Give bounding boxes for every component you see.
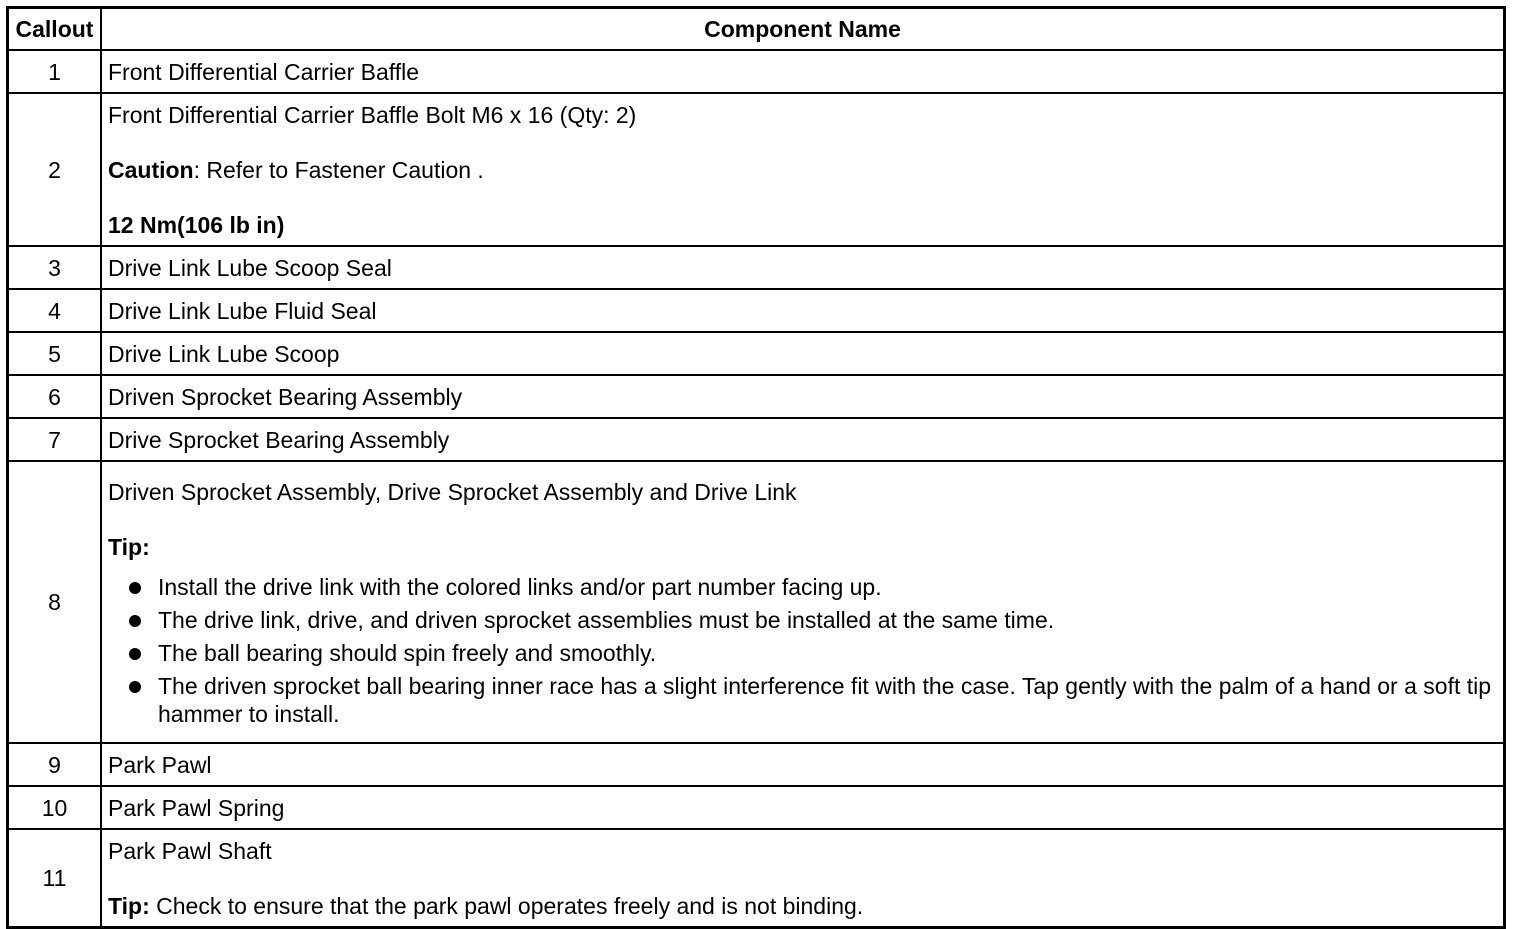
tip-text: Install the drive link with the colored links and/or part number facing up.: [158, 573, 882, 600]
component-name: Drive Sprocket Bearing Assembly: [101, 418, 1505, 461]
component-name: Drive Link Lube Fluid Seal: [101, 289, 1505, 332]
caution-text: : Refer to Fastener Caution .: [193, 157, 484, 183]
callout-number: 8: [8, 461, 102, 743]
tip-list: [108, 573, 1497, 728]
component-name: Drive Link Lube Scoop Seal: [101, 246, 1505, 289]
tip-label: Tip:: [108, 893, 150, 919]
tip-text: Check to ensure that the park pawl operates freely and is not binding.: [149, 893, 864, 919]
callout-number: 5: [8, 332, 102, 375]
tip-item: [126, 606, 1497, 634]
component-name: Front Differential Carrier Baffle Bolt M6 x 16 (Qty: 2): [108, 102, 637, 128]
component-cell: [101, 93, 1505, 246]
callout-number: 2: [8, 93, 102, 246]
tip-label: Tip:: [108, 533, 150, 560]
bullet-icon: [129, 681, 141, 693]
tip-text: The drive link, drive, and driven sprocket assemblies must be installed at the same time.: [158, 606, 1055, 633]
bullet-icon: [129, 582, 141, 594]
component-name: Park Pawl Shaft: [108, 838, 272, 864]
component-name: Drive Link Lube Scoop: [101, 332, 1505, 375]
table-row: [8, 786, 1505, 829]
torque-spec: 12 Nm(106 lb in): [108, 212, 285, 238]
component-cell: [101, 461, 1505, 743]
callout-number: 3: [8, 246, 102, 289]
callout-number: 7: [8, 418, 102, 461]
component-name: Driven Sprocket Bearing Assembly: [101, 375, 1505, 418]
callout-number: 6: [8, 375, 102, 418]
component-name: Park Pawl Spring: [101, 786, 1505, 829]
callout-number: 11: [8, 829, 102, 928]
bullet-icon: [129, 648, 141, 660]
tip-item: [126, 639, 1497, 667]
table-row: [8, 289, 1505, 332]
callout-number: 9: [8, 743, 102, 786]
table-row: [8, 332, 1505, 375]
table-row: [8, 93, 1505, 246]
callout-number: 4: [8, 289, 102, 332]
component-name: Front Differential Carrier Baffle: [101, 50, 1505, 93]
table-row: [8, 375, 1505, 418]
component-name: Park Pawl: [101, 743, 1505, 786]
callout-number: 10: [8, 786, 102, 829]
component-cell: [101, 829, 1505, 928]
table-row: [8, 418, 1505, 461]
component-table: [6, 6, 1506, 929]
callout-number: 1: [8, 50, 102, 93]
tip-item: [126, 573, 1497, 601]
caution-note: [108, 156, 1497, 184]
table-row: [8, 246, 1505, 289]
tip-note: [108, 892, 1497, 920]
header-component-name: Component Name: [101, 8, 1505, 51]
tip-text: The ball bearing should spin freely and smoothly.: [158, 639, 657, 666]
tip-item: [126, 672, 1497, 728]
caution-label: Caution: [108, 157, 194, 183]
table-row: [8, 829, 1505, 928]
table-row: [8, 461, 1505, 743]
table-row: [8, 50, 1505, 93]
component-name: Driven Sprocket Assembly, Drive Sprocket Assembly and Drive Link: [108, 478, 797, 505]
bullet-icon: [129, 615, 141, 627]
header-callout: Callout: [8, 8, 102, 51]
table-row: [8, 743, 1505, 786]
table-header-row: [8, 8, 1505, 51]
tip-text: The driven sprocket ball bearing inner race has a slight interference fit with the case. Tap gently with the palm of a hand or a soft tip hammer to install.: [158, 672, 1492, 727]
